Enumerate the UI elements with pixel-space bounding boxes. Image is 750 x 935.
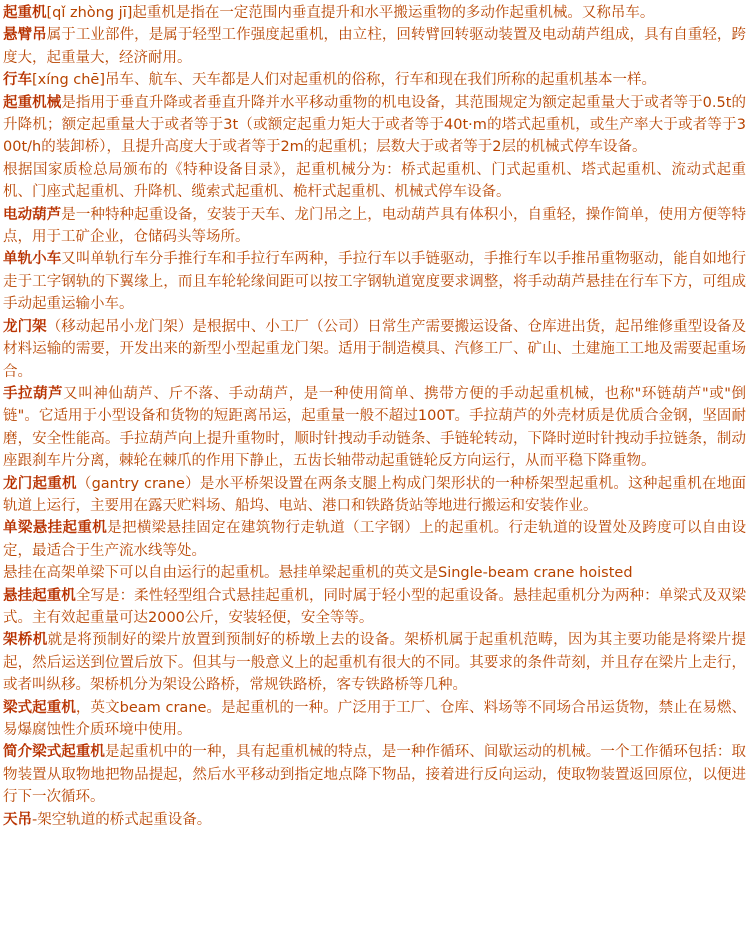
- term-single-beam-suspension-crane: 单梁悬挂起重机: [3, 520, 108, 537]
- term-lifting-machinery: 起重机械: [3, 94, 62, 111]
- definition-beam-crane-intro: 是起重机中的一种，具有起重机械的特点，是一种作循环、间歇运动的机械。一个工作循环包括：取物装置从取物地把物品提起，然后水平移动到指定地点降下物品，接着进行反向运动，使取物装置返回原位，以便进行下一次循环。: [3, 744, 747, 806]
- entry-jib-crane: [3, 24, 746, 69]
- term-suspension-crane: 悬挂起重机: [3, 587, 76, 604]
- term-gantry-frame: 龙门架: [3, 318, 47, 335]
- paragraph-classification: 根据国家质检总局颁布的《特种设备目录》，起重机械分为：桥式起重机、门式起重机、塔式起重机、流动式起重机、门座式起重机、升降机、缆索式起重机、桅杆式起重机、机械式停车设备。: [3, 161, 746, 201]
- entry-suspension-crane: [3, 585, 746, 630]
- term-overhead-crane: 天吊: [3, 811, 32, 828]
- definition-beam-crane: ，英文beam crane。是起重机的一种。广泛用于工厂、仓库、料场等不同场合吊运货物，禁止在易燃、易爆腐蚀性介质环境中使用。: [3, 699, 747, 738]
- entry-travelling-crane: [3, 69, 746, 91]
- paragraph-suspension-note: 悬挂在高架单梁下可以自由运行的起重机。悬挂单梁起重机的英文是Single-beam crane hoisted: [3, 565, 633, 582]
- definition-monorail-trolley: 又叫单轨行车分手推行车和手拉行车两种，手拉行车以手链驱动，手推行车以手推吊重物驱动，能自如地行走于工字钢轨的下翼缘上，而且车轮轮缘间距可以按工字钢轨道宽度要求调整，将手动葫芦悬挂在行车下方，可组成手动起重运输小车。: [3, 251, 746, 313]
- definition-overhead-crane: -架空轨道的桥式起重设备。: [32, 811, 212, 828]
- definition-lifting-machinery: 是指用于垂直升降或者垂直升降并水平移动重物的机电设备，其范围规定为额定起重量大于或者等于0.5t的升降机；额定起重量大于或者等于3t（或额定起重力矩大于或者等于40t·m的塔式起重机，或生产率大于或者等于300t/h的装卸桥），且提升高度大于或者等于2m的起重机；层数大于或者等于2层的机械式停车设备。: [3, 94, 746, 156]
- definition-suspension-crane: 全写是：柔性轻型组合式悬挂起重机，同时属于轻小型的起重设备。悬挂起重机分为两种：单梁式及双梁式。主有效起重量可达2000公斤，安装轻便，安全等等。: [3, 587, 747, 626]
- entry-electric-hoist: [3, 204, 746, 249]
- definition-chain-hoist: 又叫神仙葫芦、斤不落、手动葫芦，是一种使用简单、携带方便的手动起重机械，也称"环链葫芦"或"倒链"。它适用于小型设备和货物的短距离吊运，起重量一般不超过100T。手拉葫芦的外壳材质是优质合金钢，坚固耐磨，安全性能高。手拉葫芦向上提升重物时，顺时针拽动手动链条、手链轮转动，下降时逆时针拽动手拉链条，制动座跟刹车片分离，棘轮在棘爪的作用下静止，五齿长轴带动起重链轮反方向运行，从而平稳下降重物。: [3, 385, 747, 470]
- entry-lifting-machinery: [3, 92, 746, 159]
- term-travelling-crane: 行车: [3, 72, 32, 89]
- definition-bridge-erecting-machine: 就是将预制好的梁片放置到预制好的桥墩上去的设备。架桥机属于起重机范畴，因为其主要功能是将梁片提起，然后运送到位置后放下。但其与一般意义上的起重机有很大的不同。其要求的条件苛刻，并且存在梁片上走行，或者叫纵移。架桥机分为架设公路桥，常规铁路桥，客专铁路桥等几种。: [3, 632, 747, 694]
- term-jib-crane: 悬臂吊: [3, 27, 47, 44]
- entry-chain-hoist: [3, 383, 746, 473]
- term-monorail-trolley: 单轨小车: [3, 251, 62, 268]
- term-electric-hoist: 电动葫芦: [3, 206, 62, 223]
- entry-monorail-trolley: [3, 248, 746, 315]
- term-bridge-erecting-machine: 架桥机: [3, 632, 48, 649]
- definition-gantry-crane: （gantry crane）是水平桥架设置在两条支腿上构成门架形状的一种桥架型起重机。这种起重机在地面轨道上运行，主要用在露天贮料场、船坞、电站、港口和铁路货站等地进行搬运和安装作业。: [3, 475, 746, 514]
- entry-gantry-crane: [3, 473, 746, 518]
- definition-travelling-crane: [xíng chē]吊车、航车、天车都是人们对起重机的俗称，行车和现在我们所称的起重机基本一样。: [32, 72, 657, 89]
- definition-electric-hoist: 是一种特种起重设备，安装于天车、龙门吊之上，电动葫芦具有体积小，自重轻，操作简单，使用方便等特点，用于工矿企业，仓储码头等场所。: [3, 206, 746, 246]
- entry-single-beam-suspension-crane: [3, 517, 746, 562]
- term-crane: 起重机: [3, 5, 47, 21]
- definition-jib-crane: 属于工业部件，是属于轻型工作强度起重机，由立柱，回转臂回转驱动装置及电动葫芦组成，具有自重轻，跨度大，起重量大，经济耐用。: [3, 27, 747, 66]
- entry-overhead-crane: [3, 809, 746, 831]
- entry-bridge-erecting-machine: [3, 629, 746, 696]
- entry-suspension-note: [3, 562, 746, 584]
- entry-beam-crane-intro: [3, 741, 746, 808]
- term-beam-crane-intro: 简介梁式起重机: [3, 744, 105, 761]
- entry-beam-crane: [3, 697, 746, 742]
- entry-crane: [3, 2, 746, 24]
- term-gantry-crane: 龙门起重机: [3, 475, 77, 492]
- definition-single-beam-suspension-crane: 是把横梁悬挂固定在建筑物行走轨道（工字钢）上的起重机。行走轨道的设置处及跨度可以自由设定，最适合于生产流水线等处。: [3, 520, 747, 559]
- entry-gantry-frame: [3, 316, 746, 383]
- definition-gantry-frame: （移动起吊小龙门架）是根据中、小工厂（公司）日常生产需要搬运设备、仓库进出货，起吊维修重型设备及材料运输的需要，开发出来的新型小型起重龙门架。适用于制造模具、汽修工厂、矿山、土建施工工地及需要起重场合。: [3, 318, 747, 380]
- definition-crane: [qǐ zhòng jī]起重机是指在一定范围内垂直提升和水平搬运重物的多动作起重机械。又称吊车。: [46, 5, 655, 21]
- entry-classification: [3, 159, 746, 204]
- term-beam-crane: 梁式起重机: [3, 699, 76, 716]
- term-chain-hoist: 手拉葫芦: [3, 385, 64, 402]
